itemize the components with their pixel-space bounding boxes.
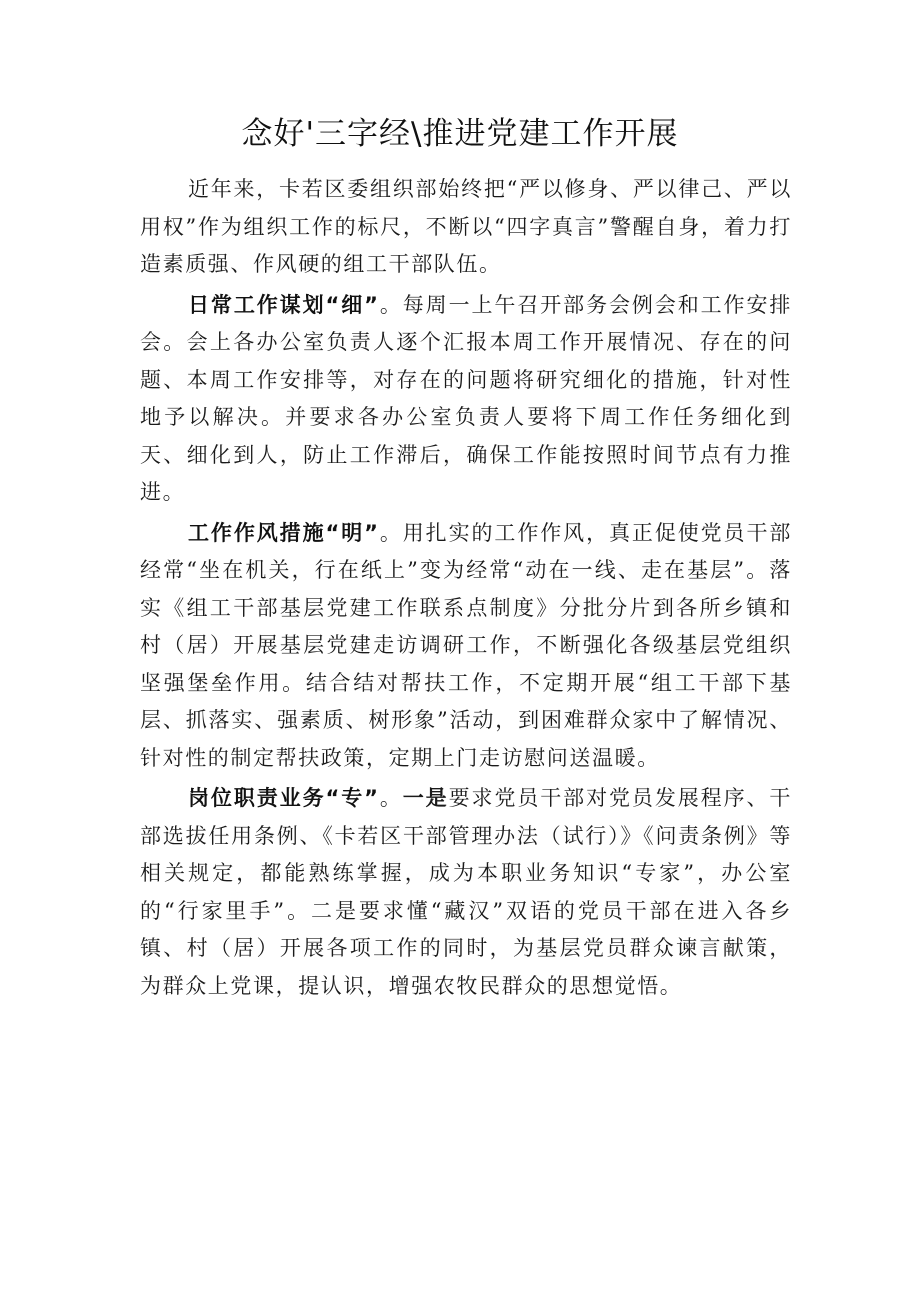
section-paragraph-planning — [140, 287, 792, 512]
section-body-planning: 。每周一上午召开部务会例会和工作安排会。会上各办公室负责人逐个汇报本周工作开展情况、存在的问题、本周工作安排等，对存在的问题将研究细化的措施，针对性地予以解决。并要求各办公室负责人要将下周工作任务细化到天、细化到人，防止工作滞后，确保工作能按照时间节点有力推进。 — [140, 292, 792, 504]
section-heading-style: 工作作风措施“明” — [188, 520, 380, 545]
section-heading-planning: 日常工作谋划“细” — [188, 292, 380, 317]
section-body-duties-pre: 。 — [379, 786, 403, 810]
section-paragraph-style — [140, 515, 792, 778]
section-body-duties: 要求党员干部对党员发展程序、干部选拔任用条例、《卡若区干部管理办法（试行）》《问责条例》等相关规定，都能熟练掌握，成为本职业务知识“专家”，办公室的“行家里手”。二是要求懂“藏汉”双语的党员干部在进入各乡镇、村（居）开展各项工作的同时，为基层党员群众谏言献策，为群众上党课，提认识，增强农牧民群众的思想觉悟。 — [140, 786, 793, 998]
section-body-duties-first-point: 一是 — [402, 786, 449, 810]
section-paragraph-duties — [140, 780, 792, 1005]
section-heading-duties: 岗位职责业务“专” — [188, 786, 380, 810]
section-body-style: 。用扎实的工作作风，真正促使党员干部经常“坐在机关，行在纸上”变为经常“动在一线、走在基层”。落实《组工干部基层党建工作联系点制度》分批分片到各所乡镇和村（居）开展基层党建走访调研工作，不断强化各级基层党组织坚强堡垒作用。结合结对帮扶工作，不定期开展“组工干部下基层、抓落实、强素质、树形象”活动，到困难群众家中了解情况、针对性的制定帮扶政策，定期上门走访慰问送温暖。 — [140, 520, 792, 770]
document-title: 念好'三字经\推进党建工作开展 — [241, 116, 679, 152]
document-body — [140, 171, 792, 1005]
intro-paragraph: 近年来，卡若区委组织部始终把“严以修身、严以律己、严以用权”作为组织工作的标尺，不断以“四字真言”警醒自身，着力打造素质强、作风硬的组工干部队伍。 — [140, 177, 792, 276]
